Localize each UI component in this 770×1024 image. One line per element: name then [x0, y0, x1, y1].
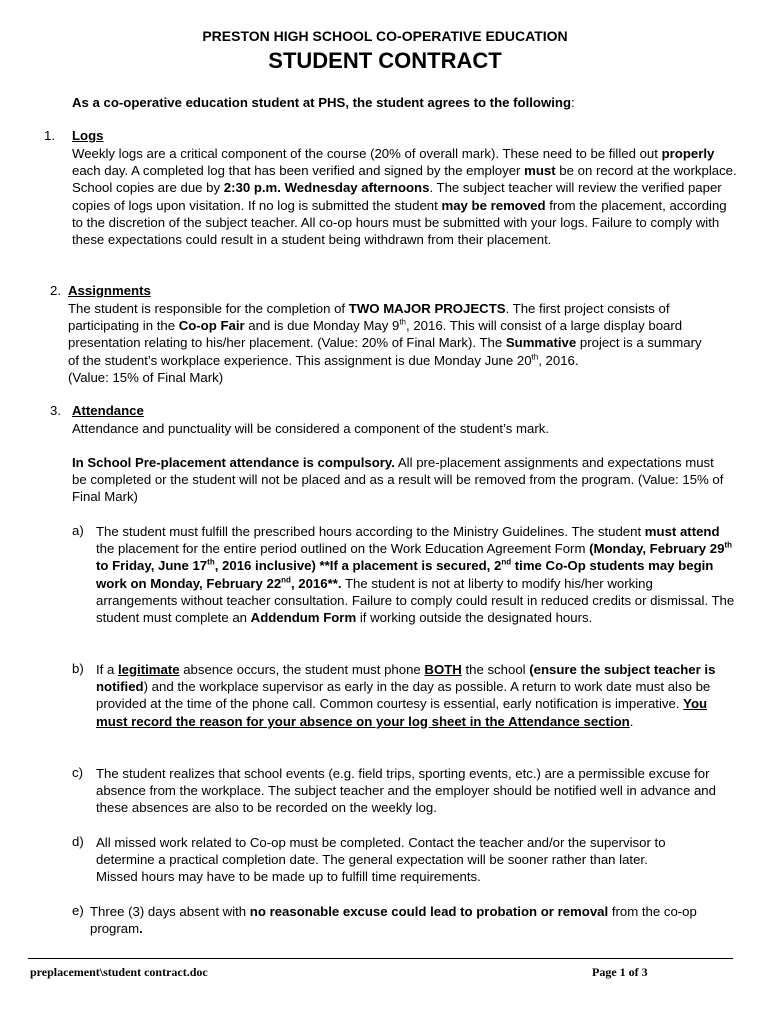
section-1-number: 1.	[44, 128, 55, 143]
section-3-text: Attendance and punctuality will be considered a component of the student’s mark.	[72, 421, 549, 436]
section-1-text: Weekly logs are a critical component of the course (20% of overall mark). These need to be filled out properly each day. A completed log that has been verified and signed by the employer must be on record at the workplace. School copies are due by 2:30 p.m. Wednesday afternoons. The subject teacher will review the verified paper copies of logs upon visitation. If no log is submitted the student may be removed from the placement, according to the discretion of the subject teacher. All co-op hours must be submitted with your logs. Failure to comply with these expectations could result in a student being withdrawn from their placement.	[72, 146, 737, 248]
item-e-text: Three (3) days absent with no reasonable excuse could lead to probation or removal from the co-op program.	[90, 904, 697, 937]
section-2-number: 2.	[50, 283, 61, 298]
item-a-label: a)	[72, 523, 84, 538]
footer-filename: preplacement\student contract.doc	[30, 965, 208, 979]
section-2-text: The student is responsible for the completion of TWO MAJOR PROJECTS. The first project consists of participating in the Co-op Fair and is due Monday May 9th, 2016. This will consist of a large display board presentation relating to his/her placement. (Value: 20% of Final Mark). The Summative project is a summary of the student’s workplace experience. This assignment is due Monday June 20th, 2016. (Value: 15% of Final Mark)	[68, 301, 702, 385]
intro-paragraph: As a co-operative education student at PHS, the student agrees to the following:	[72, 95, 575, 110]
item-c-label: c)	[72, 765, 83, 780]
item-d-label: d)	[72, 834, 84, 849]
item-a-text: The student must fulfill the prescribed hours according to the Ministry Guidelines. The student must attend the placement for the entire period outlined on the Work Education Agreement Form (Monday, February 29th to Friday, June 17th, 2016 inclusive) **If a placement is secured, 2nd time Co-Op students may begin work on Monday, February 22nd, 2016**. The student is not at liberty to modify his/her working arrangements without teacher consultation. Failure to comply could result in reduced credits or dismissal. The student must complete an Addendum Form if working outside the designated hours.	[96, 524, 735, 626]
page-title: STUDENT CONTRACT	[268, 48, 502, 73]
item-c-text: The student realizes that school events (e.g. field trips, sporting events, etc.) are a permissible excuse for absence from the workplace. The subject teacher and the employer should be notified well in advance and these absences are also to be recorded on the weekly log.	[96, 766, 716, 816]
footer-page-number: Page 1 of 3	[592, 965, 648, 979]
section-1-title: Logs	[72, 128, 104, 143]
footer-divider	[28, 958, 733, 959]
item-b-label: b)	[72, 661, 84, 676]
school-heading: PRESTON HIGH SCHOOL CO-OPERATIVE EDUCATION	[202, 28, 568, 44]
section-3-number: 3.	[50, 403, 61, 418]
preplacement-paragraph: In School Pre-placement attendance is compulsory. All pre-placement assignments and expectations must be completed or the student will not be placed and as a result will be removed from the program. (Value: 15% of Final Mark)	[72, 455, 724, 505]
item-b-text: If a legitimate absence occurs, the student must phone BOTH the school (ensure the subject teacher is notified) and the workplace supervisor as early in the day as possible. A return to work date must also be provided at the time of the phone call. Common courtesy is essential, early notification is imperative. You must record the reason for your absence on your log sheet in the Attendance section.	[96, 662, 716, 729]
section-3-title: Attendance	[72, 403, 144, 418]
item-d-text: All missed work related to Co-op must be completed. Contact the teacher and/or the supervisor to determine a practical completion date. The general expectation will be sooner rather than later. Missed hours may have to be made up to fulfill time requirements.	[96, 835, 666, 885]
section-2-title: Assignments	[68, 283, 151, 298]
item-e-label: e)	[72, 903, 84, 918]
